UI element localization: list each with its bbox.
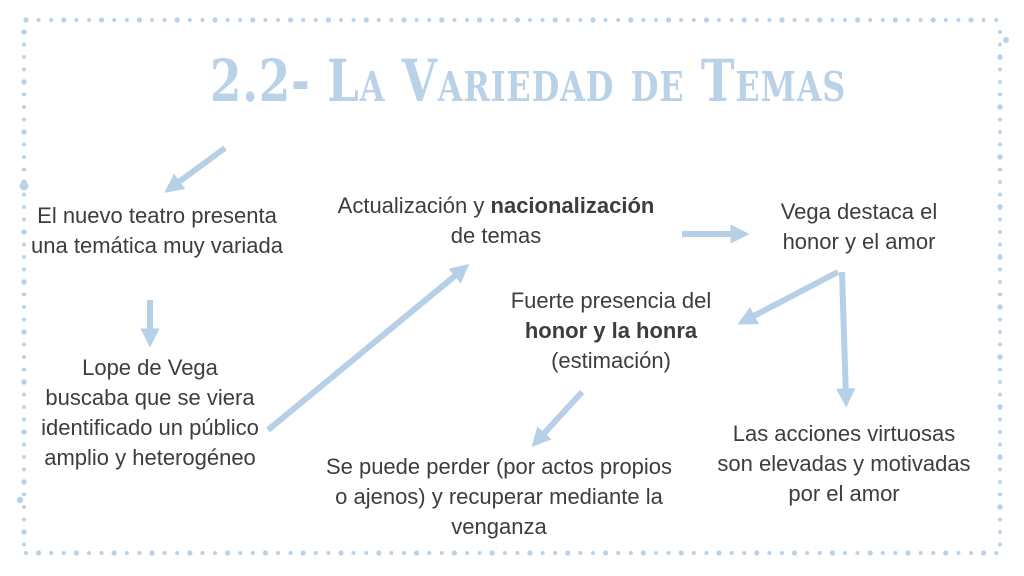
- arrow-fuerte-to-perder: [538, 392, 582, 440]
- fuerte-text-c: (estimación): [551, 348, 671, 373]
- node-vega-destaca: Vega destaca el honor y el amor: [780, 199, 938, 254]
- actualizacion-text-c: de temas: [450, 223, 542, 248]
- fuerte-text-a: Fuerte presencia del: [510, 288, 712, 313]
- node-lope-de-vega: Lope de Vega buscaba que se viera identificado un público amplio y heterogéneo: [41, 355, 259, 470]
- actualizacion-text-b: nacionalización: [490, 193, 655, 218]
- arrow-lope-to-actualizacion: [268, 270, 462, 430]
- node-nuevo-teatro: El nuevo teatro presenta una temática muy variada: [31, 203, 283, 258]
- arrow-vega-to-acciones: [842, 272, 846, 398]
- node-se-puede-perder: Se puede perder (por actos propios o ajenos) y recuperar mediante la venganza: [325, 454, 673, 539]
- fuerte-text-b: honor y la honra: [524, 318, 698, 343]
- node-acciones-virtuosas: Las acciones virtuosas son elevadas y motivadas por el amor: [717, 421, 971, 506]
- node-fuerte-presencia: [470, 286, 752, 376]
- arrow-title-to-teatro: [172, 148, 225, 187]
- actualizacion-text-a: Actualización y: [337, 193, 491, 218]
- node-actualizacion: [300, 191, 692, 251]
- arrow-vega-to-fuerte: [746, 272, 838, 320]
- page-title: 2.2- La Variedad de Temas: [210, 47, 847, 115]
